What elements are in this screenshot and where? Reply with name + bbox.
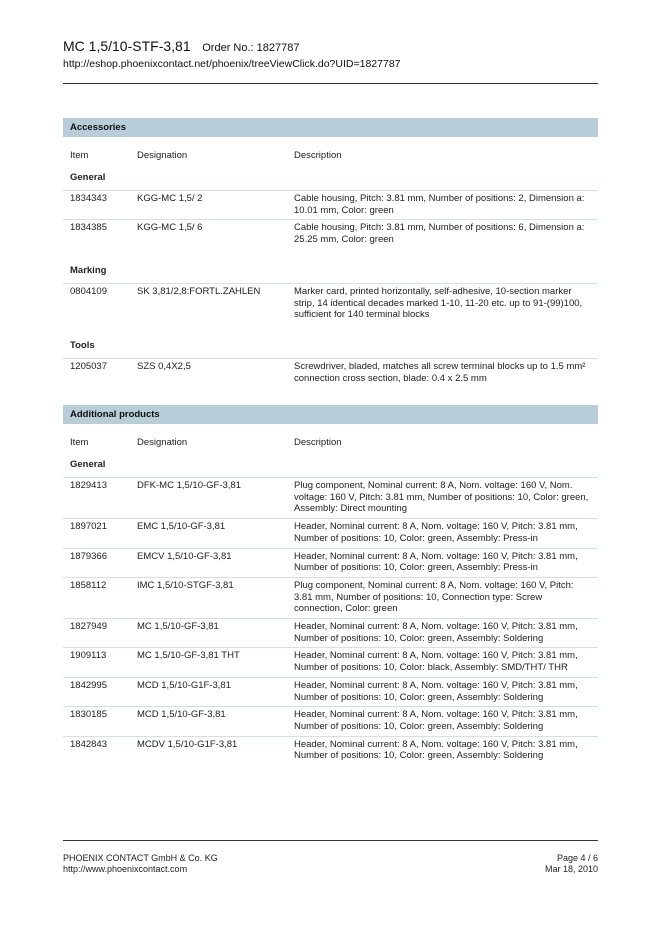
order-number: Order No.: 1827787 [202,42,300,54]
item-number: 1829413 [70,480,107,491]
designation: DFK-MC 1,5/10-GF-3,81 [137,480,241,491]
col-item: Item [70,150,89,161]
col-designation: Designation [137,150,188,161]
accessories-heading: Accessories [63,118,598,137]
item-number: 1830185 [70,709,107,721]
designation: MCD 1,5/10-GF-3,81 [137,709,226,721]
page-header [63,38,598,70]
item-number: 1827949 [70,621,107,633]
additional-products-section [63,405,598,765]
additional-body [63,459,598,765]
company-name: PHOENIX CONTACT GmbH & Co. KG [63,853,218,863]
table-row [63,477,598,518]
description: Header, Nominal current: 8 A, Nom. voltage: 160 V, Pitch: 3.81 mm, Number of positions: 10, Color: green, Assembly: Soldering [294,679,578,703]
title-line [63,38,598,54]
designation: IMC 1,5/10-STGF-3,81 [137,579,234,591]
product-url[interactable]: http://eshop.phoenixcontact.net/phoenix/treeViewClick.do?UID=1827787 [63,58,401,70]
description: Cable housing, Pitch: 3.81 mm, Number of positions: 2, Dimension a: 10.01 mm, Color: green [294,193,585,216]
description: Marker card, printed horizontally, self-adhesive, 10-section marker strip, 14 identical decades marked 1-10, 11-20 etc. up to 91-(99)100, sufficient for 140 terminal blocks [294,285,583,321]
print-date: Mar 18, 2010 [544,864,598,874]
item-number: 1879366 [70,550,107,562]
table-row [63,647,598,676]
col-item: Item [70,437,89,448]
table-row [63,219,598,248]
item-number: 1897021 [70,521,107,533]
description: Header, Nominal current: 8 A, Nom. voltage: 160 V, Pitch: 3.81 mm, Number of positions: 10, Color: green, Assembly: Press-in [294,550,578,574]
item-number: 1842843 [70,738,107,750]
group-label: General [70,172,106,183]
group-label: General [70,459,106,470]
header-divider [63,83,598,84]
additional-products-heading: Additional products [63,405,598,424]
group-label: Tools [70,339,95,351]
designation: MCD 1,5/10-G1F-3,81 [137,679,231,691]
table-row [63,577,598,618]
designation: MC 1,5/10-GF-3,81 [137,621,219,633]
item-number: 0804109 [70,285,107,297]
table-row [63,677,598,706]
table-row [63,190,598,219]
table-row [63,518,598,547]
table-row [63,283,598,324]
col-description: Description [294,150,342,161]
item-number: 1842995 [70,679,107,691]
description: Plug component, Nominal current: 8 A, Nom. voltage: 160 V, Pitch: 3.81 mm, Number of positions: 10, Connection type: Screw connection, Color: green [294,579,574,615]
accessories-body [63,172,598,387]
designation: MCDV 1,5/10-G1F-3,81 [137,738,238,750]
table-row [63,736,598,765]
item-number: 1834385 [70,222,107,234]
item-number: 1205037 [70,360,107,372]
table-row [63,358,598,387]
description: Screwdriver, bladed, matches all screw terminal blocks up to 1.5 mm² connection cross section, blade: 0.4 x 2.5 mm [294,360,586,384]
description: Plug component, Nominal current: 8 A, Nom. voltage: 160 V, Nom. voltage: 160 V, Pitch: 3.81 mm, Number of positions: 10, Color: green, Assembly: Direct mounting [294,480,589,515]
designation: KGG-MC 1,5/ 2 [137,193,203,204]
designation: KGG-MC 1,5/ 6 [137,222,203,234]
description: Header, Nominal current: 8 A, Nom. voltage: 160 V, Pitch: 3.81 mm, Number of positions: 10, Color: green, Assembly: Soldering [294,709,578,732]
item-number: 1858112 [70,579,107,591]
product-name: MC 1,5/10-STF-3,81 [63,38,191,54]
description: Header, Nominal current: 8 A, Nom. voltage: 160 V, Pitch: 3.81 mm, Number of positions: 10, Color: green, Assembly: Soldering [294,738,578,762]
designation: EMC 1,5/10-GF-3,81 [137,521,226,533]
additional-column-headers [63,437,598,452]
group-label: Marking [70,264,107,276]
table-row [63,618,598,647]
table-row [63,706,598,735]
designation: SK 3,81/2,8:FORTL.ZAHLEN [137,285,261,297]
table-row [63,548,598,577]
designation: MC 1,5/10-GF-3,81 THT [137,650,240,662]
description: Header, Nominal current: 8 A, Nom. voltage: 160 V, Pitch: 3.81 mm, Number of positions: 10, Color: green, Assembly: Press-in [294,521,578,544]
description: Header, Nominal current: 8 A, Nom. voltage: 160 V, Pitch: 3.81 mm, Number of positions: 10, Color: black, Assembly: SMD/THT/ THR [294,650,578,674]
designation: EMCV 1,5/10-GF-3,81 [137,550,232,562]
description: Header, Nominal current: 8 A, Nom. voltage: 160 V, Pitch: 3.81 mm, Number of positions: 10, Color: green, Assembly: Soldering [294,621,578,644]
accessories-section [63,118,598,387]
designation: SZS 0,4X2,5 [137,360,191,372]
accessories-column-headers [63,150,598,165]
footer-divider [63,840,598,841]
item-number: 1834343 [70,193,107,204]
col-designation: Designation [137,437,188,448]
page-number: Page 4 / 6 [556,853,598,863]
item-number: 1909113 [70,650,107,662]
description: Cable housing, Pitch: 3.81 mm, Number of positions: 6, Dimension a: 25.25 mm, Color: green [294,222,585,246]
company-website[interactable]: http://www.phoenixcontact.com [63,864,188,874]
col-description: Description [294,437,342,448]
